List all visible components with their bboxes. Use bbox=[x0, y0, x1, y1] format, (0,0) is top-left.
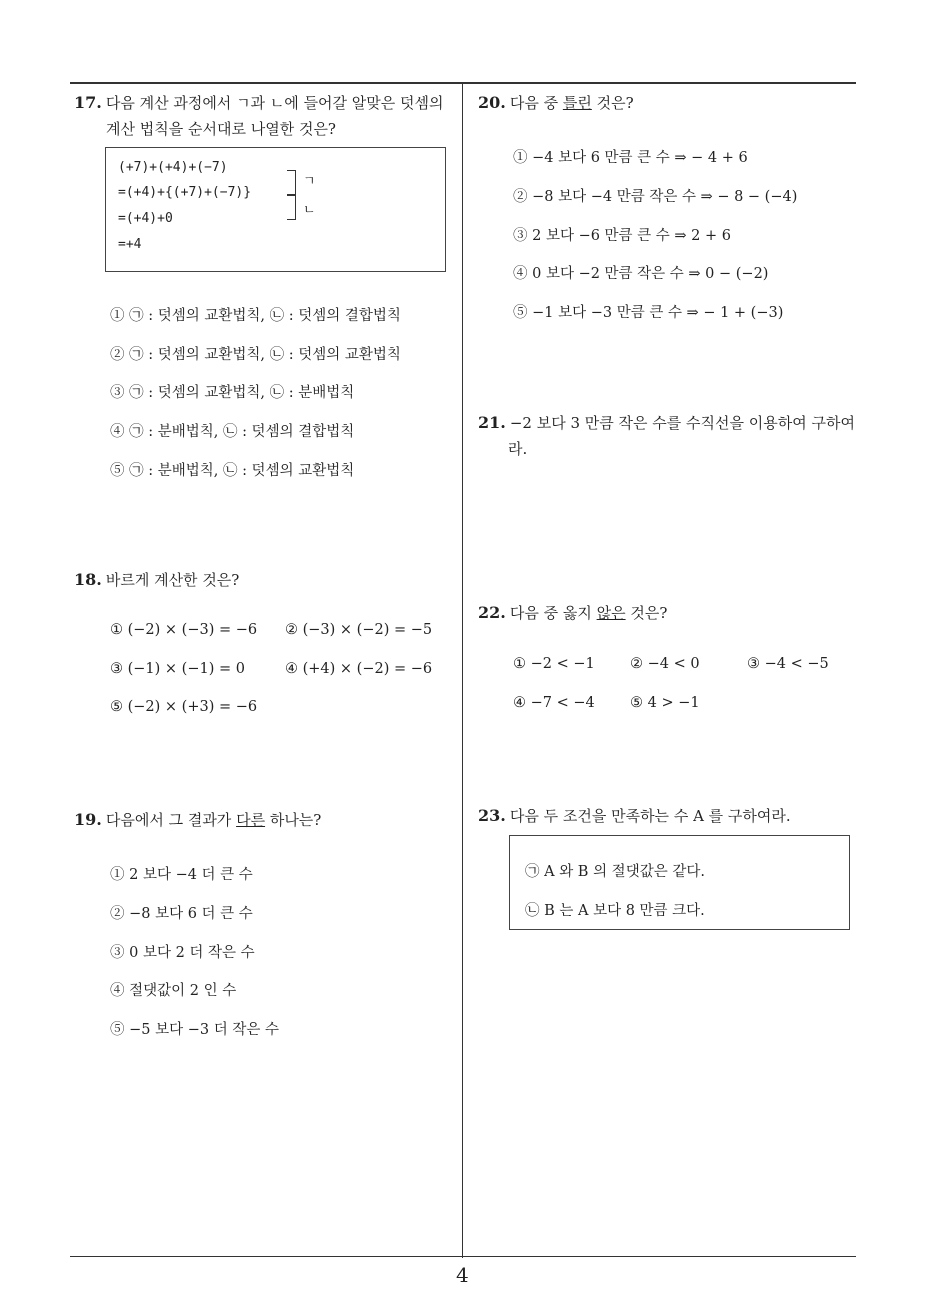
top-rule bbox=[70, 82, 856, 84]
q22-option-5[interactable]: ⑤ 4 > −1 bbox=[630, 695, 700, 711]
calc-step-2: =(+4)+{(+7)+(−7)} bbox=[118, 185, 252, 200]
q22-option-3[interactable]: ③ −4 < −5 bbox=[747, 656, 829, 672]
question-text: −2 보다 3 만큼 작은 수를 수직선을 이용하여 구하여 bbox=[509, 414, 855, 432]
q19-option-1[interactable]: ① 2 보다 −4 더 큰 수 bbox=[110, 867, 253, 883]
q18-option-5[interactable]: ⑤ (−2) × (+3) = −6 bbox=[110, 699, 258, 715]
question-23 bbox=[478, 803, 791, 829]
q20-option-1[interactable]: ① −4 보다 6 만큼 큰 수 ⇒ − 4 + 6 bbox=[513, 150, 748, 166]
underlined-word: 틀린 bbox=[562, 94, 592, 112]
question-17-line2: 계산 법칙을 순서대로 나열한 것은? bbox=[106, 120, 336, 138]
label-giyeok: ㄱ bbox=[303, 174, 316, 189]
condition-1: ㉠ A 와 B 의 절댓값은 같다. bbox=[525, 864, 705, 880]
question-20 bbox=[478, 90, 634, 116]
question-17 bbox=[74, 90, 459, 142]
question-text-end: 것은? bbox=[591, 94, 634, 112]
question-number: 18. bbox=[74, 570, 102, 589]
label-nieun: ㄴ bbox=[303, 203, 316, 218]
q18-option-3[interactable]: ③ (−1) × (−1) = 0 bbox=[110, 661, 245, 677]
calc-step-3: =(+4)+0 bbox=[118, 211, 173, 226]
q20-option-2[interactable]: ② −8 보다 −4 만큼 작은 수 ⇒ − 8 − (−4) bbox=[513, 189, 798, 205]
question-text: 다음 계산 과정에서 ㄱ과 ㄴ에 들어갈 알맞은 덧셈의 bbox=[105, 94, 444, 112]
bracket-a bbox=[287, 170, 296, 196]
bracket-b bbox=[287, 194, 296, 220]
question-17-line1 bbox=[74, 90, 459, 116]
question-22 bbox=[478, 600, 667, 626]
q20-option-5[interactable]: ⑤ −1 보다 −3 만큼 큰 수 ⇒ − 1 + (−3) bbox=[513, 305, 784, 321]
underlined-word: 않은 bbox=[596, 604, 626, 622]
q17-option-1[interactable]: ① ㉠ : 덧셈의 교환법칙, ㉡ : 덧셈의 결합법칙 bbox=[110, 308, 401, 324]
q20-option-4[interactable]: ④ 0 보다 −2 만큼 작은 수 ⇒ 0 − (−2) bbox=[513, 266, 769, 282]
calc-step-1: (+7)+(+4)+(−7) bbox=[118, 160, 228, 175]
question-number: 22. bbox=[478, 603, 506, 622]
q17-option-4[interactable]: ④ ㉠ : 분배법칙, ㉡ : 덧셈의 결합법칙 bbox=[110, 424, 355, 440]
q18-option-2[interactable]: ② (−3) × (−2) = −5 bbox=[285, 622, 433, 638]
q20-option-3[interactable]: ③ 2 보다 −6 만큼 큰 수 ⇒ 2 + 6 bbox=[513, 228, 731, 244]
question-text: 바르게 계산한 것은? bbox=[105, 571, 240, 589]
q17-option-5[interactable]: ⑤ ㉠ : 분배법칙, ㉡ : 덧셈의 교환법칙 bbox=[110, 463, 355, 479]
bottom-rule bbox=[70, 1256, 856, 1257]
question-21-line1 bbox=[478, 410, 858, 436]
underlined-word: 다른 bbox=[236, 811, 266, 829]
question-18 bbox=[74, 567, 239, 593]
question-21-line2: 라. bbox=[508, 440, 528, 458]
question-number: 19. bbox=[74, 810, 102, 829]
q19-option-4[interactable]: ④ 절댓값이 2 인 수 bbox=[110, 983, 237, 999]
q18-option-4[interactable]: ④ (+4) × (−2) = −6 bbox=[285, 661, 433, 677]
question-text: 다음 두 조건을 만족하는 수 A 를 구하여라. bbox=[509, 807, 791, 825]
question-number: 23. bbox=[478, 806, 506, 825]
question-text: 다음 중 bbox=[509, 94, 563, 112]
q18-option-1[interactable]: ① (−2) × (−3) = −6 bbox=[110, 622, 258, 638]
q22-option-2[interactable]: ② −4 < 0 bbox=[630, 656, 700, 672]
q19-option-2[interactable]: ② −8 보다 6 더 큰 수 bbox=[110, 906, 253, 922]
condition-2: ㉡ B 는 A 보다 8 만큼 크다. bbox=[525, 903, 705, 919]
q22-option-1[interactable]: ① −2 < −1 bbox=[513, 656, 595, 672]
question-text: 다음에서 그 결과가 bbox=[105, 811, 237, 829]
question-text-end: 하나는? bbox=[265, 811, 322, 829]
q22-option-4[interactable]: ④ −7 < −4 bbox=[513, 695, 595, 711]
question-number: 21. bbox=[478, 413, 506, 432]
q19-option-3[interactable]: ③ 0 보다 2 더 작은 수 bbox=[110, 945, 255, 961]
q17-option-3[interactable]: ③ ㉠ : 덧셈의 교환법칙, ㉡ : 분배법칙 bbox=[110, 385, 355, 401]
q17-option-2[interactable]: ② ㉠ : 덧셈의 교환법칙, ㉡ : 덧셈의 교환법칙 bbox=[110, 347, 401, 363]
question-19 bbox=[74, 807, 321, 833]
question-number: 20. bbox=[478, 93, 506, 112]
calc-step-4: =+4 bbox=[118, 237, 142, 252]
q19-option-5[interactable]: ⑤ −5 보다 −3 더 작은 수 bbox=[110, 1022, 279, 1038]
question-number: 17. bbox=[74, 93, 102, 112]
page-number: 4 bbox=[456, 1263, 469, 1287]
column-divider bbox=[462, 82, 463, 1258]
question-text: 다음 중 옳지 bbox=[509, 604, 597, 622]
question-text-end: 것은? bbox=[625, 604, 668, 622]
question-21 bbox=[478, 410, 858, 462]
